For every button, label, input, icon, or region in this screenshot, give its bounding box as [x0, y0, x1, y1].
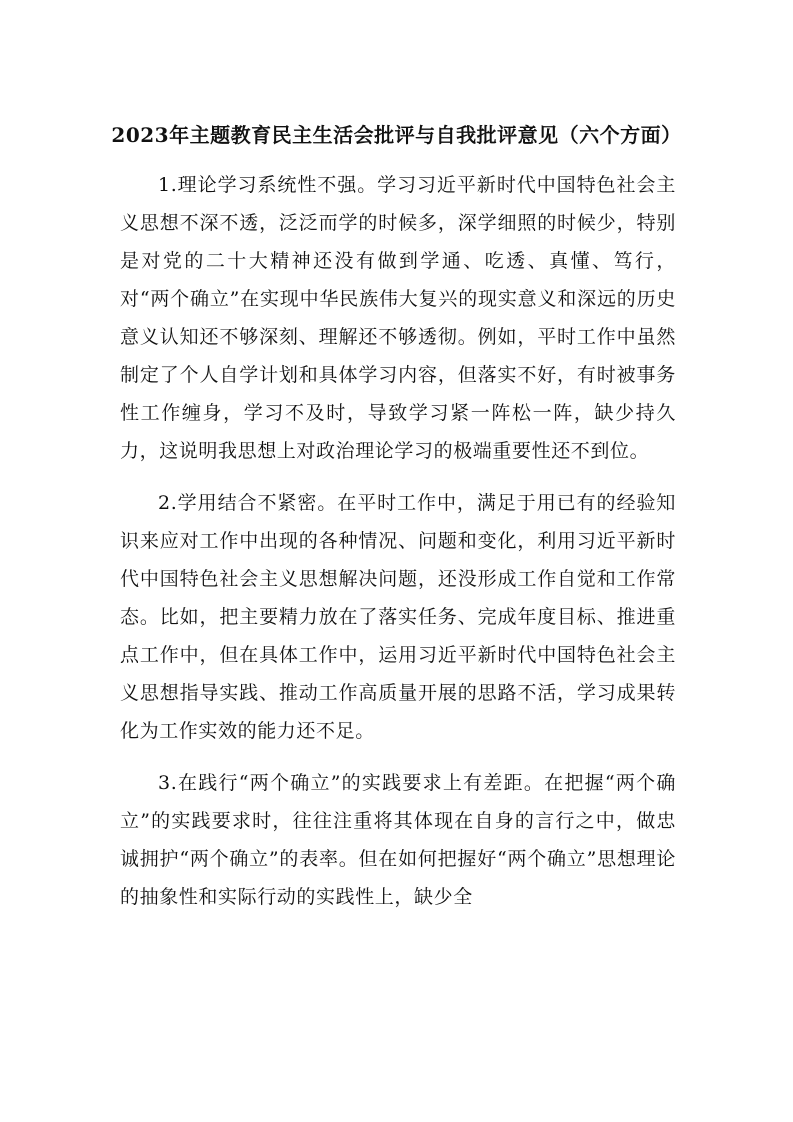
- paragraph-2: 2.学用结合不紧密。在平时工作中，满足于用已有的经验知识来应对工作中出现的各种情况、问题和变化，利用习近平新时代中国特色社会主义思想解决问题，还没形成工作自觉和工作常态。比如，把主要精力放在了落实任务、完成年度目标、推进重点工作中，但在具体工作中，运用习近平新时代中国特色社会主义思想指导实践、推动工作高质量开展的思路不活，学习成果转化为工作实效的能力还不足。: [120, 492, 676, 742]
- paragraph-3: 3.在践行“两个确立”的实践要求上有差距。在把握“两个确立”的实践要求时，往往注重将其体现在自身的言行之中，做忠诚拥护“两个确立”的表率。但在如何把握好“两个确立”思想理论的抽象性和实际行动的实践性上，缺少全: [120, 772, 676, 908]
- paragraph-1: 1.理论学习系统性不强。学习习近平新时代中国特色社会主义思想不深不透，泛泛而学的时候多，深学细照的时候少，特别是对党的二十大精神还没有做到学通、吃透、真懂、笃行，对“两个确立”在实现中华民族伟大复兴的现实意义和深远的历史意义认知还不够深刻、理解还不够透彻。例如，平时工作中虽然制定了个人自学计划和具体学习内容，但落实不好，有时被事务性工作缠身，学习不及时，导致学习紧一阵松一阵，缺少持久力，这说明我思想上对政治理论学习的极端重要性还不到位。: [120, 174, 676, 462]
- document-body: [120, 166, 676, 930]
- document-title: 2023年主题教育民主生活会批评与自我批评意见（六个方面）: [111, 123, 682, 147]
